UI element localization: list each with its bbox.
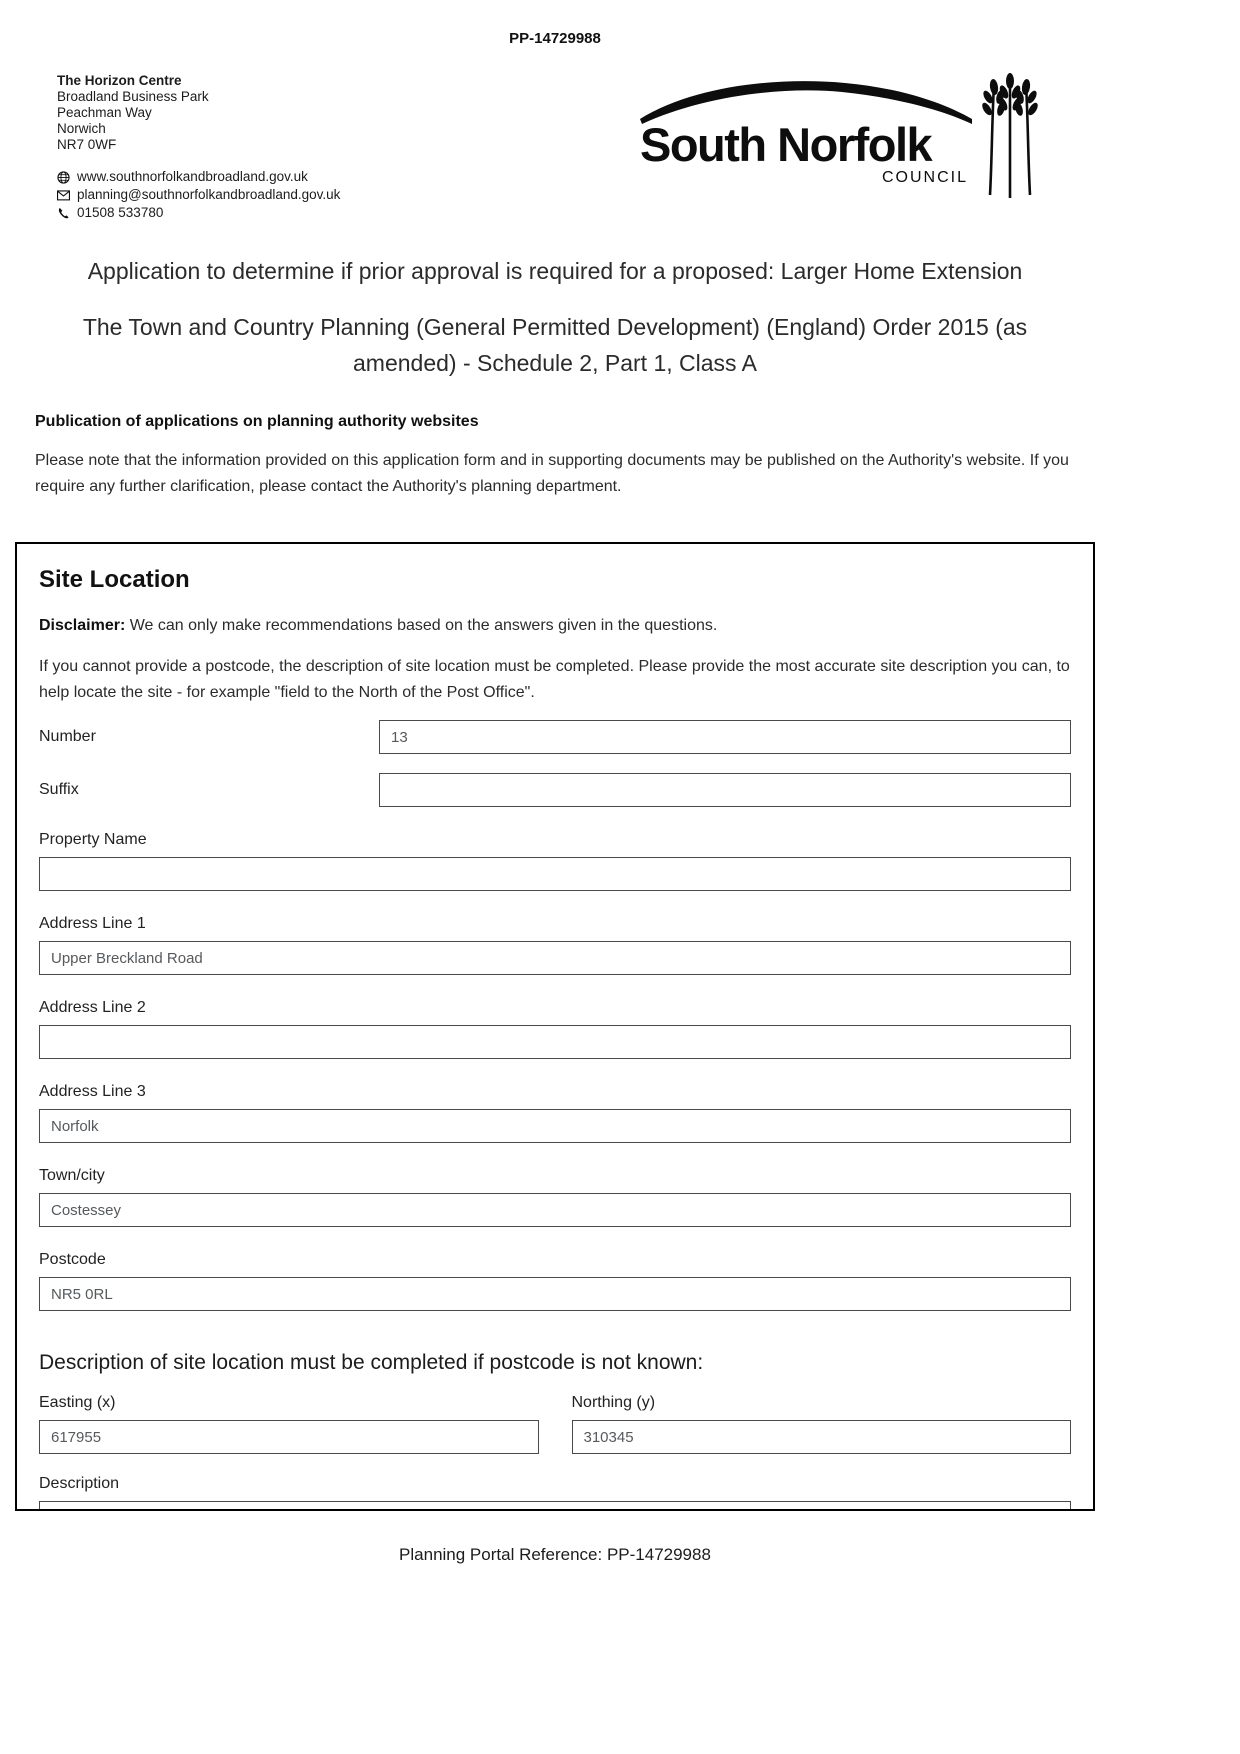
address-line: Broadland Business Park (57, 89, 209, 104)
easting-input[interactable] (39, 1420, 539, 1454)
globe-icon (57, 171, 70, 184)
site-location-section (15, 542, 1095, 1511)
disclaimer-body: We can only make recommendations based on the answers given in the questions. (129, 617, 718, 634)
coordinates-row (39, 1391, 1071, 1454)
site-location-intro: If you cannot provide a postcode, the description of site location must be completed. Please provide the most accurate site description you can, to help locate the site - for example "field to the North of the Post Office". (39, 658, 1070, 701)
field-postcode (39, 1248, 1071, 1311)
email-line (57, 186, 340, 204)
number-input[interactable] (379, 720, 1071, 754)
council-phone: 01508 533780 (77, 205, 164, 220)
address-line-3-label: Address Line 3 (39, 1083, 146, 1100)
address-line: Norwich (57, 121, 106, 136)
postcode-input[interactable] (39, 1277, 1071, 1311)
planning-portal-reference-footer: Planning Portal Reference: PP-14729988 (399, 1545, 711, 1564)
field-address-line-1 (39, 912, 1071, 975)
suffix-label: Suffix (39, 781, 79, 798)
address-line: NR7 0WF (57, 137, 117, 152)
address-line: Peachman Way (57, 105, 152, 120)
disclaimer-text (39, 614, 1071, 638)
field-northing (572, 1391, 1072, 1454)
address-line-2-label: Address Line 2 (39, 999, 146, 1016)
document-header (15, 73, 1095, 222)
field-address-line-2 (39, 996, 1071, 1059)
suffix-input[interactable] (379, 773, 1071, 807)
property-name-input[interactable] (39, 857, 1071, 891)
field-property-name (39, 828, 1071, 891)
property-name-label: Property Name (39, 831, 147, 848)
logo-wordmark: South Norfolk (640, 118, 932, 171)
address-line-1-label: Address Line 1 (39, 915, 146, 932)
disclaimer-label: Disclaimer: (39, 617, 126, 634)
field-description (39, 1472, 1071, 1511)
address-line-1-input[interactable] (39, 941, 1071, 975)
address-line-3-input[interactable] (39, 1109, 1071, 1143)
town-city-input[interactable] (39, 1193, 1071, 1227)
address-line-2-input[interactable] (39, 1025, 1071, 1059)
page-title: Application to determine if prior approval is required for a proposed: Larger Home Extension (87, 258, 1023, 284)
council-logo (640, 73, 1040, 198)
number-label: Number (39, 728, 96, 745)
wheat-icon (978, 73, 1040, 198)
application-reference: PP-14729988 (509, 30, 601, 47)
easting-label: Easting (x) (39, 1394, 116, 1411)
northing-label: Northing (y) (571, 1394, 656, 1411)
logo-sub-wordmark: COUNCIL (881, 169, 968, 186)
website-line (57, 168, 340, 186)
postcode-label: Postcode (39, 1251, 106, 1268)
field-town-city (39, 1164, 1071, 1227)
council-contact-block (57, 73, 340, 222)
town-city-label: Town/city (39, 1167, 105, 1184)
description-input[interactable] (39, 1501, 1071, 1511)
phone-icon (57, 207, 70, 220)
council-address (57, 73, 340, 153)
publication-body: Please note that the information provided on this application form and in supporting documents may be published on the Authority's website. If you require any further clarification, please contact the Authority's planning department. (35, 452, 1069, 495)
field-row-suffix (39, 773, 1071, 807)
description-label: Description (39, 1475, 120, 1492)
phone-line (57, 204, 340, 222)
address-line: The Horizon Centre (57, 73, 182, 88)
page-subtitle: The Town and Country Planning (General Permitted Development) (England) Order 2015 (as amended) - Schedule 2, Part 1, Class A (82, 314, 1028, 376)
northing-input[interactable] (572, 1420, 1072, 1454)
field-easting (39, 1391, 539, 1454)
field-address-line-3 (39, 1080, 1071, 1143)
council-contacts (57, 168, 340, 222)
publication-heading: Publication of applications on planning authority websites (35, 413, 479, 430)
description-section-heading: Description of site location must be completed if postcode is not known: (39, 1351, 704, 1374)
field-row-number (39, 720, 1071, 754)
section-heading: Site Location (39, 566, 190, 593)
council-email: planning@southnorfolkandbroadland.gov.uk (77, 187, 341, 202)
council-website: www.southnorfolkandbroadland.gov.uk (77, 169, 308, 184)
envelope-icon (57, 189, 70, 202)
